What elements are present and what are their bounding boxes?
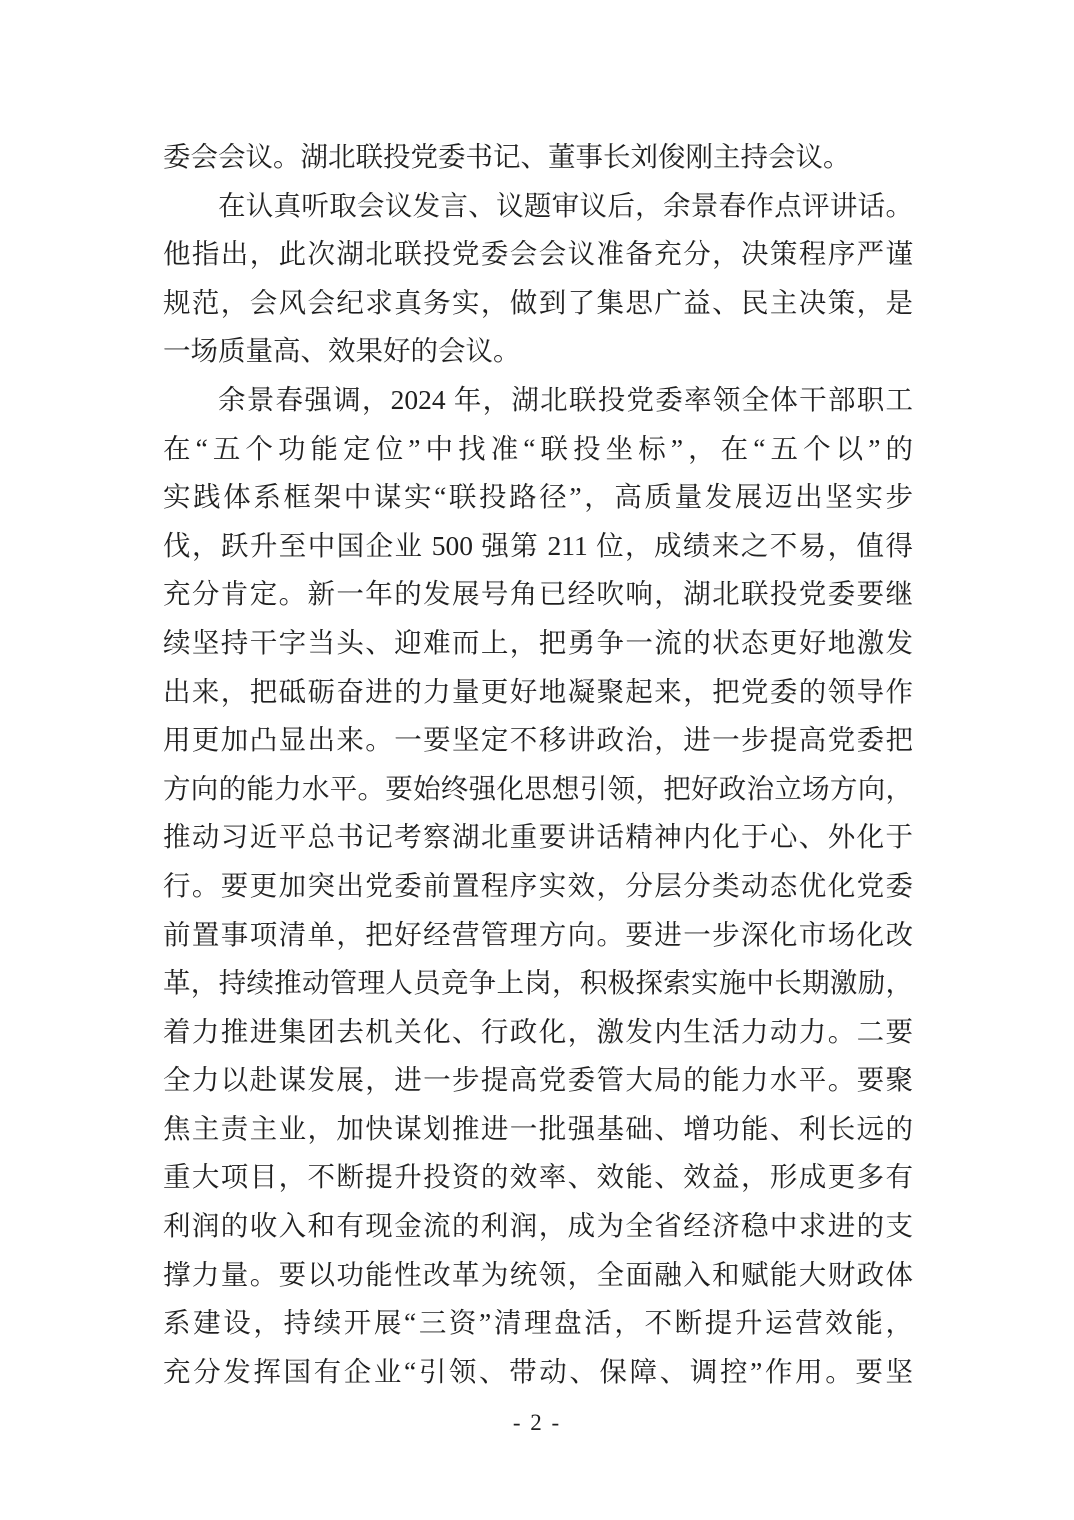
text-line: 革，持续推动管理人员竞争上岗，积极探索实施中长期激励， (163, 967, 913, 999)
text-line: 在“五个功能定位”中找准“联投坐标”，在“五个以”的 (163, 432, 913, 464)
document-body (163, 133, 913, 1396)
text-line: 实践体系框架中谋实“联投路径”，高质量发展迈出坚实步 (163, 481, 913, 513)
text-line: 重大项目，不断提升投资的效率、效能、效益，形成更多有 (163, 1161, 913, 1193)
text-line: 充分肯定。新一年的发展号角已经吹响，湖北联投党委要继 (163, 578, 913, 610)
text-line: 委会会议。湖北联投党委书记、董事长刘俊刚主持会议。 (163, 141, 851, 172)
text-line: 系建设，持续开展“三资”清理盘活，不断提升运营效能， (163, 1307, 913, 1339)
text-line: 方向的能力水平。要始终强化思想引领，把好政治立场方向， (163, 772, 913, 804)
text-line: 用更加凸显出来。一要坚定不移讲政治，进一步提高党委把 (163, 724, 913, 756)
text-line: 一场质量高、效果好的会议。 (163, 335, 521, 367)
text-line: 着力推进集团去机关化、行政化，激发内生活力动力。二要 (163, 1015, 913, 1047)
text-line: 在认真听取会议发言、议题审议后，余景春作点评讲话。 (218, 189, 913, 221)
text-line: 推动习近平总书记考察湖北重要讲话精神内化于心、外化于 (163, 821, 913, 853)
text-line: 焦主责主业，加快谋划推进一批强基础、增功能、利长远的 (163, 1112, 913, 1144)
text-line: 出来，把砥砺奋进的力量更好地凝聚起来，把党委的领导作 (163, 675, 913, 707)
text-line: 规范，会风会纪求真务实，做到了集思广益、民主决策，是 (163, 286, 913, 318)
text-line: 利润的收入和有现金流的利润，成为全省经济稳中求进的支 (163, 1210, 913, 1242)
text-line: 续坚持干字当头、迎难而上，把勇争一流的状态更好地激发 (163, 626, 913, 658)
text-line: 充分发挥国有企业“引领、带动、保障、调控”作用。要坚 (163, 1355, 913, 1387)
text-line: 行。要更加突出党委前置程序实效，分层分类动态优化党委 (163, 869, 913, 901)
text-line: 余景春强调，2024 年，湖北联投党委率领全体干部职工 (218, 383, 913, 415)
text-line: 伐，跃升至中国企业 500 强第 211 位，成绩来之不易，值得 (163, 529, 913, 561)
text-line: 他指出，此次湖北联投党委会会议准备充分，决策程序严谨 (163, 238, 913, 270)
text-line: 撑力量。要以功能性改革为统领，全面融入和赋能大财政体 (163, 1258, 913, 1290)
page-number: - 2 - (512, 1410, 562, 1435)
text-line: 前置事项清单，把好经营管理方向。要进一步深化市场化改 (163, 918, 913, 950)
text-line: 全力以赴谋发展，进一步提高党委管大局的能力水平。要聚 (163, 1064, 913, 1096)
